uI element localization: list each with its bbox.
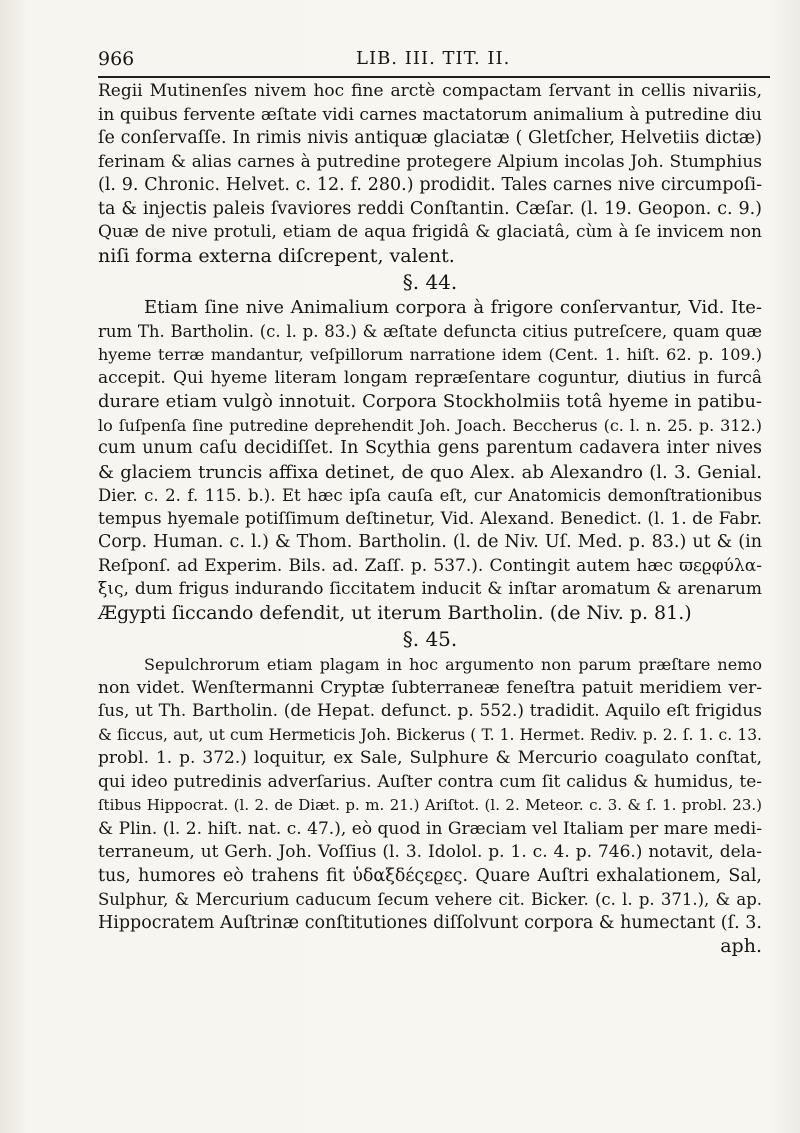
section-heading: §. 44. <box>402 270 458 294</box>
text-line: accepit. Qui hyeme literam longam repræſentare coguntur, diutius in furcâ <box>98 367 762 388</box>
text-line: hyeme terræ mandantur, veſpillorum narratione idem (Cent. 1. hiſt. 62. p. 109.) <box>98 345 762 364</box>
page-header <box>98 44 770 74</box>
text-line: Sulphur, & Mercurium caducum ſecum vehere cit. Bicker. (c. l. p. 371.), & ap. <box>98 890 762 909</box>
text-line: ſus, ut Th. Bartholin. (de Hepat. defunct. p. 552.) tradidit. Aquilo eſt frigidus <box>98 701 762 721</box>
text-line: Quæ de nive protuli, etiam de aqua frigidâ & glaciatâ, cùm à ſe invicem non <box>98 222 762 242</box>
text-line: ſtibus Hippocrat. (l. 2. de Diæt. p. m. 21.) Ariſtot. (l. 2. Meteor. c. 3. & ſ. 1. probl. 23.) <box>98 796 762 814</box>
text-line: (l. 9. Chronic. Helvet. c. 12. f. 280.) prodidit. Tales carnes nive circumpoſi- <box>98 175 762 195</box>
text-line: terraneum, ut Gerh. Joh. Voſſius (l. 3. Idolol. p. 1. c. 4. p. 746.) notavit, dela- <box>98 842 762 862</box>
text-line: Regii Mutinenſes nivem hoc fine arctè compactam ſervant in cellis nivariis, <box>98 81 762 101</box>
text-line: probl. 1. p. 372.) loquitur, ex Sale, Sulphure & Mercurio coagulato conſtat, <box>98 748 762 768</box>
text-line: Dier. c. 2. f. 115. b.). Et hæc ipſa cauſa eſt, cur Anatomicis demonſtrationibus <box>98 486 762 505</box>
header-rule <box>98 76 770 78</box>
text-line: niſi forma externa diſcrepent, valent. <box>98 244 455 267</box>
text-line: & ſiccus, aut, ut cum Hermeticis Joh. Bickerus ( T. 1. Hermet. Rediv. p. 2. ſ. 1. c. 13. <box>98 725 762 744</box>
text-line: ferinam & alias carnes à putredine protegere Alpium incolas Joh. Stumphius <box>98 151 762 172</box>
text-line: Corp. Human. c. l.) & Thom. Bartholin. (l. de Niv. Uſ. Med. p. 83.) ut & (in <box>98 532 762 552</box>
text-line: cum unum caſu decidiſſet. In Scythia gens parentum cadavera inter nives <box>98 438 762 458</box>
text-line: Reſponſ. ad Experim. Bils. ad. Zaſſ. p. 537.). Contingit autem hæc ϖεϱφύλα- <box>98 555 762 576</box>
text-line: non videt. Wenſtermanni Cryptæ ſubterraneæ feneſtra patuit meridiem ver- <box>98 677 762 698</box>
text-line: rum Th. Bartholin. (c. l. p. 83.) & æſtate defuncta citius putreſcere, quam quæ <box>98 321 762 341</box>
text-line: Hippocratem Auſtrinæ conſtitutiones diſſolvunt corpora & humectant (ſ. 3. <box>98 912 762 933</box>
catchword: aph. <box>720 935 762 957</box>
text-line: & glaciem truncis affixa detinet, de quo Alex. ab Alexandro (l. 3. Genial. <box>98 461 762 483</box>
text-line: durare etiam vulgò innotuit. Corpora Stockholmiis totâ hyeme in patibu- <box>98 391 762 412</box>
page-body <box>98 80 762 959</box>
text-line: ſe conſervaſſe. In rimis nivis antiquæ glaciatæ ( Gletſcher, Helvetiis dictæ) <box>98 128 762 148</box>
text-line: tus, humores eò trahens fit ὑδαξδέςεϱες. Quare Auſtri exhalationem, Sal, <box>98 865 762 886</box>
text-line: qui ideo putredinis adverſarius. Auſter contra cum ſit calidus & humidus, te- <box>98 771 762 792</box>
text-line: & Plin. (l. 2. hiſt. nat. c. 47.), eò quod in Græciam vel Italiam per mare medi- <box>98 818 762 839</box>
running-head: LIB. III. TIT. II. <box>356 48 511 69</box>
text-line: tempus hyemale potiſſimum deſtinetur, Vid. Alexand. Benedict. (l. 1. de Fabr. <box>98 508 762 529</box>
text-line: ξις, dum frigus indurando ſiccitatem inducit & inſtar aromatum & arenarum <box>98 579 762 599</box>
text-line: Ægypti ſiccando defendit, ut iterum Bartholin. (de Niv. p. 81.) <box>98 601 692 624</box>
page-number: 966 <box>98 48 135 70</box>
section-heading: §. 45. <box>402 627 458 651</box>
text-line: in quibus fervente æſtate vidi carnes mactatorum animalium à putredine diu <box>98 104 762 125</box>
text-line: Etiam ſine nive Animalium corpora à frigore conſervantur, Vid. Ite- <box>144 297 762 318</box>
text-line: Sepulchrorum etiam plagam in hoc argumento non parum præſtare nemo <box>144 655 762 674</box>
text-line: lo ſuſpenſa ſine putredine deprehendit Joh. Joach. Beccherus (c. l. n. 25. p. 312.) <box>98 415 762 435</box>
text-line: ta & injectis paleis ſvaviores reddi Conſtantin. Cæſar. (l. 19. Geopon. c. 9.) <box>98 198 762 219</box>
